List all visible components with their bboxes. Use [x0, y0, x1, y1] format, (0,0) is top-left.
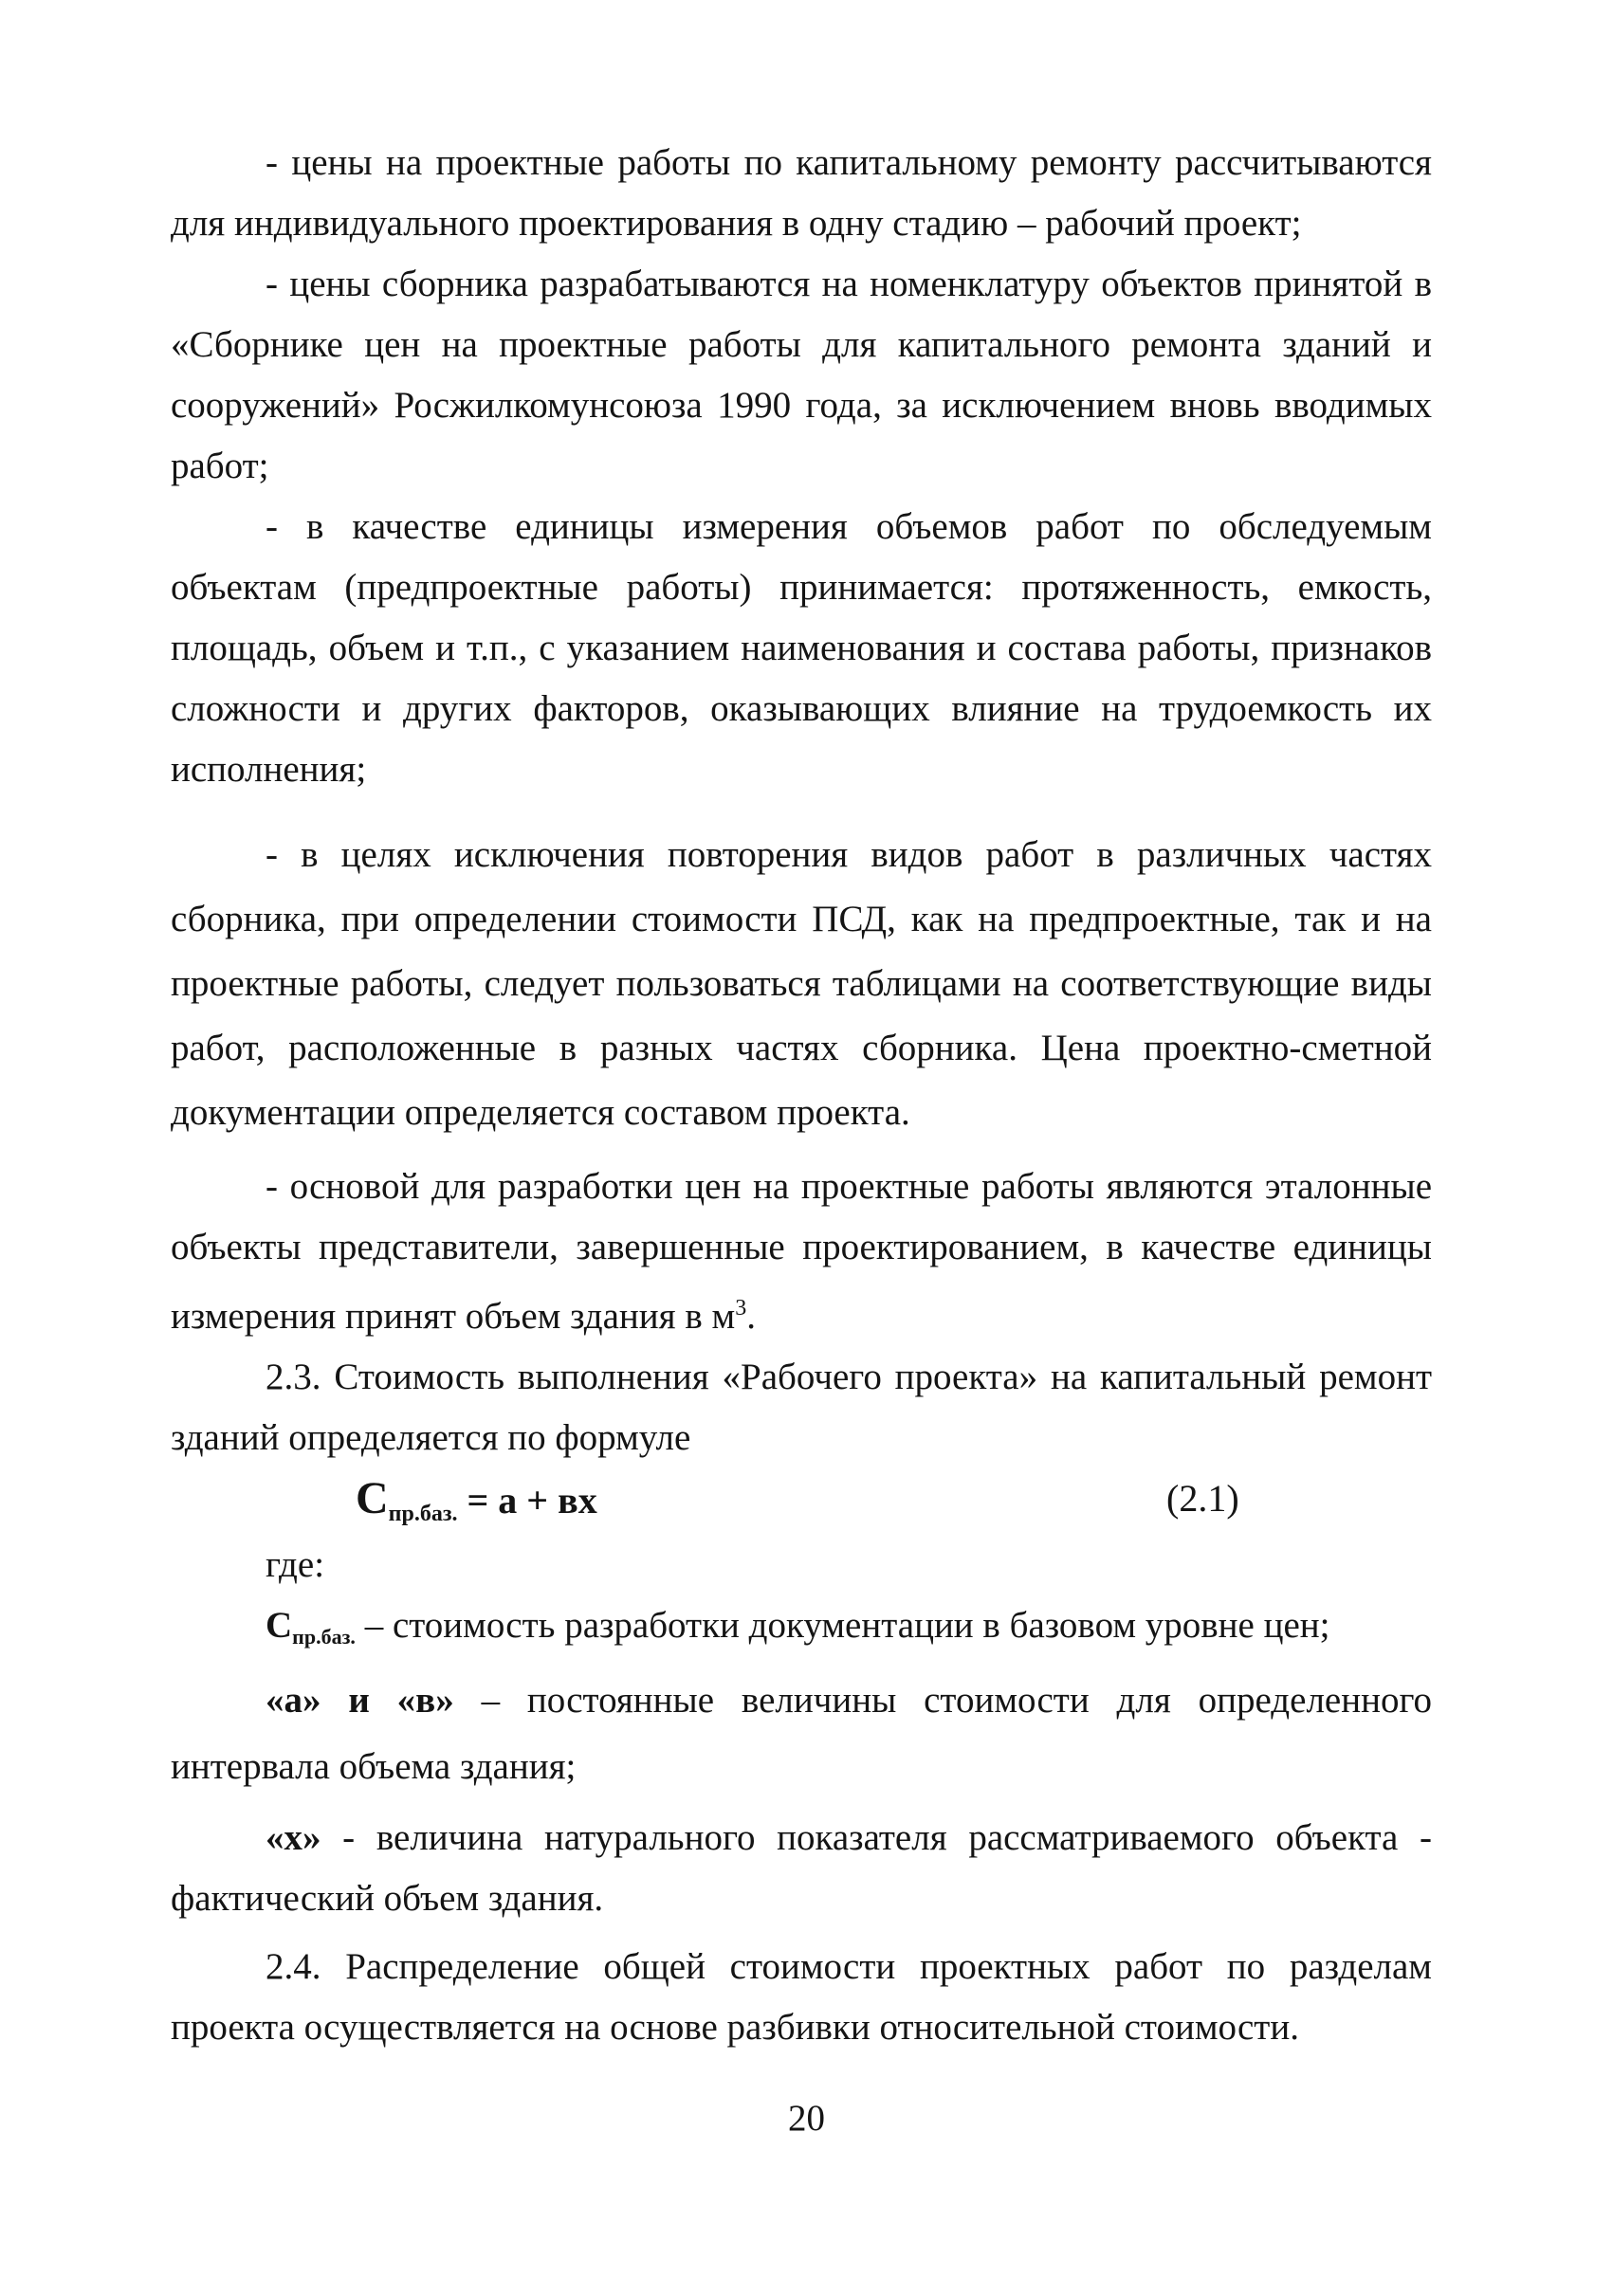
formula-expression: [356, 1468, 597, 1544]
formula-2-1: [171, 1468, 1432, 1535]
paragraph-reference-objects: [171, 1157, 1432, 1347]
definition-text: - величина натурального показателя рассматриваемого объекта - фактический объем здания.: [171, 1817, 1433, 1919]
paragraph-design-prices: - цены на проектные работы по капитальному ремонту рассчитываются для индивидуального проектирования в одну стадию – рабочий проект;: [171, 142, 1432, 244]
volume-unit-tail: .: [746, 1296, 756, 1337]
paragraph-section-2-3: 2.3. Стоимость выполнения «Рабочего проекта» на капитальный ремонт зданий определяется по формуле: [171, 1357, 1432, 1458]
definition-symbol: «х»: [266, 1817, 321, 1858]
definition-text: – стоимость разработки документации в базовом уровне цен;: [364, 1605, 1330, 1646]
paragraph-measurement-units: - в качестве единицы измерения объемов работ по обследуемым объектам (предпроектные работы) принимается: протяженность, емкость, площадь, объем и т.п., с указанием наименования и состава работы, признаков сложности и других факторов, оказывающих влияние на трудоемкость их исполнения;: [171, 506, 1432, 790]
definition-symbol-subscript: пр.баз.: [292, 1625, 356, 1649]
volume-unit-exponent: 3: [735, 1296, 747, 1321]
bullet-block-1: [171, 133, 1432, 800]
definition-cost: [171, 1595, 1432, 1667]
paragraph-section-2-4: 2.4. Распределение общей стоимости проектных работ по разделам проекта осуществляется на основе разбивки относительной стоимости.: [171, 1946, 1432, 2048]
formula-subscript: пр.баз.: [388, 1502, 458, 1526]
where-label: где:: [266, 1544, 325, 1585]
main-block: [171, 1157, 1432, 2058]
formula-rhs: = а + вх: [467, 1479, 597, 1522]
definition-symbol-letter: С: [266, 1605, 293, 1646]
definition-variable: [171, 1808, 1432, 1929]
formula-symbol: С: [356, 1473, 389, 1523]
paragraph-collection-prices: - цены сборника разрабатываются на номенклатуру объектов принятой в «Сборнике цен на проектные работы для капитального ремонта зданий и сооружений» Росжилкомунсоюза 1990 года, за исключением вновь вводимых работ;: [171, 264, 1432, 486]
reference-objects-text: - основой для разработки цен на проектные работы являются эталонные объекты представители, завершенные проектированием, в качестве единицы измерения принят объем здания в м: [171, 1166, 1432, 1337]
page-number: 20: [788, 2098, 825, 2139]
bullet-block-2: [171, 823, 1432, 1145]
paragraph-avoid-repetition: - в целях исключения повторения видов работ в различных частях сборника, при определении стоимости ПСД, как на предпроектные, так и на проектные работы, следует пользоваться таблицами на соответствующие виды работ, расположенные в разных частях сборника. Цена проектно-сметной документации определяется составом проекта.: [171, 834, 1432, 1133]
definition-symbol: «а» и «в»: [266, 1680, 454, 1721]
definition-constants: [171, 1667, 1432, 1800]
definition-text: – постоянные величины стоимости для определенного интервала объема здания;: [171, 1680, 1432, 1787]
formula-number: (2.1): [1166, 1477, 1239, 1520]
definition-symbol: [266, 1605, 356, 1649]
